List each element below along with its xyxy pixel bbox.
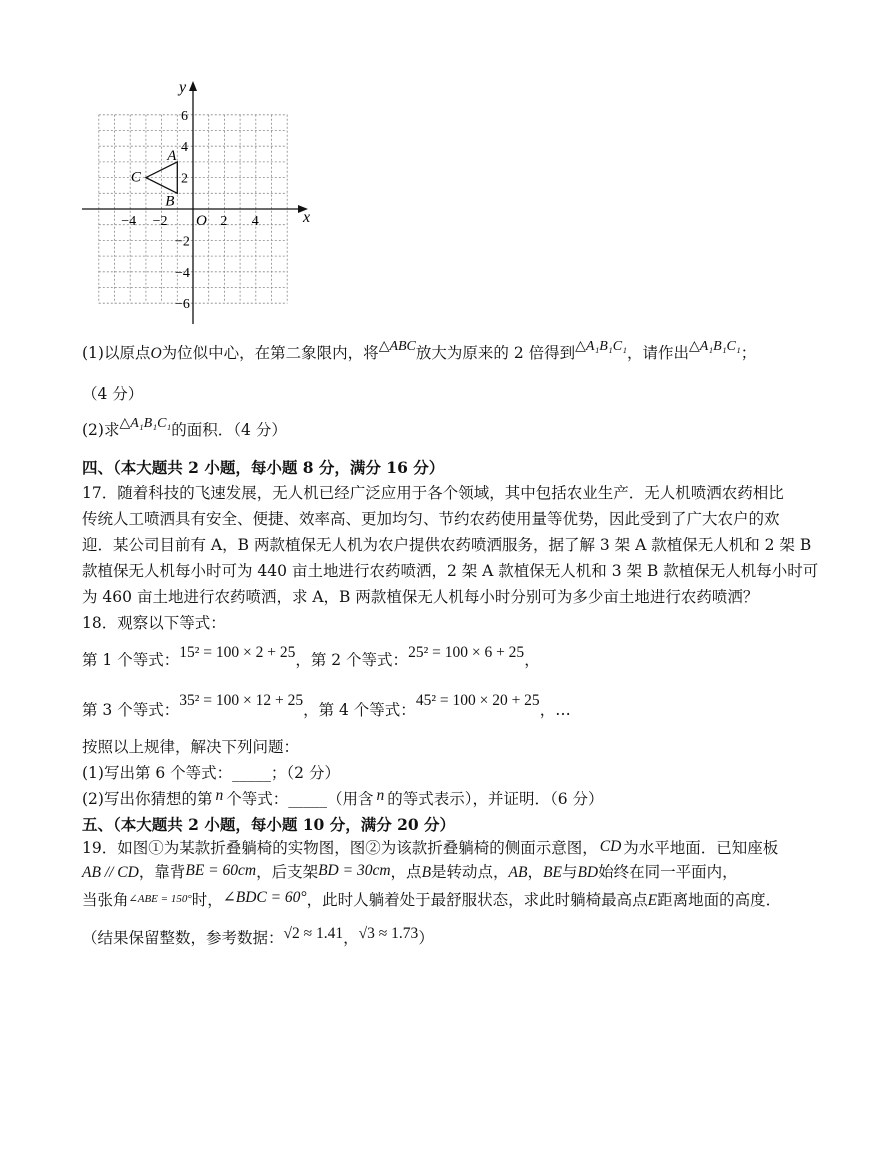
x-tick-label: 2 bbox=[220, 214, 228, 229]
origin-label: O bbox=[196, 213, 207, 229]
text: ， bbox=[524, 651, 540, 669]
text: ，后支架 bbox=[256, 863, 319, 881]
math-triangle-a1b1c1: △A₁B₁C₁ bbox=[119, 416, 172, 431]
text: 的面积．（4 分） bbox=[171, 421, 287, 439]
text: ， bbox=[527, 863, 543, 881]
math-cd: CD bbox=[599, 838, 622, 855]
math-angle-bdc: ∠BDC = 60° bbox=[222, 889, 307, 906]
q18-intro: 18．观察以下等式： bbox=[82, 614, 226, 632]
math-bd: BD = 30cm bbox=[318, 862, 391, 879]
q19-line1 bbox=[82, 838, 778, 859]
math-b: B bbox=[421, 864, 432, 881]
text: 第 1 个等式： bbox=[82, 651, 180, 669]
text: 19．如图①为某款折叠躺椅的实物图，图②为该款折叠躺椅的侧面示意图， bbox=[82, 839, 598, 857]
text: ） bbox=[418, 929, 434, 947]
vertex-label-c: C bbox=[130, 169, 141, 186]
text: 时， bbox=[191, 891, 223, 909]
text: ，靠背 bbox=[138, 863, 186, 881]
math-n: n bbox=[376, 787, 385, 804]
math-be: BE bbox=[543, 864, 562, 881]
text: 是转动点， bbox=[431, 863, 509, 881]
text: 始终在同一平面内， bbox=[598, 863, 738, 881]
q19-line2 bbox=[82, 862, 738, 883]
q16-part1 bbox=[82, 339, 757, 365]
text: (2)写出你猜想的第 bbox=[82, 790, 213, 808]
y-tick-label: 6 bbox=[181, 108, 188, 124]
q19-line4 bbox=[82, 925, 434, 949]
text: 为水平地面．已知座板 bbox=[623, 839, 779, 857]
y-tick-label: −6 bbox=[175, 297, 190, 313]
math-e: E bbox=[647, 892, 658, 909]
math-be: BE = 60cm bbox=[185, 862, 257, 879]
text: 距离地面的高度． bbox=[657, 891, 782, 909]
q18-equations-row1 bbox=[82, 644, 540, 671]
text: 为位似中心，在第二象限内，将 bbox=[161, 344, 379, 362]
q17-line5: 为 460 亩土地进行农药喷洒，求 A，B 两款植保无人机每小时分别可为多少亩土地进行农药喷洒？ bbox=[82, 588, 759, 606]
text: ，第 4 个等式： bbox=[303, 701, 416, 719]
text: ，请作出 bbox=[626, 344, 689, 362]
section5-title: 五、（本大题共 2 小题，每小题 10 分，满分 20 分） bbox=[82, 815, 456, 834]
math-sqrt3: √3 ≈ 1.73 bbox=[358, 925, 419, 942]
math-n: n bbox=[215, 787, 224, 804]
x-axis-label: x bbox=[303, 209, 311, 226]
text: 第 3 个等式： bbox=[82, 701, 180, 719]
math-o: O bbox=[150, 345, 162, 362]
text: ，… bbox=[539, 701, 571, 719]
y-axis-arrow bbox=[189, 81, 197, 91]
text: 与 bbox=[561, 863, 578, 881]
y-tick-label: 4 bbox=[181, 140, 188, 156]
text: ，此时人躺着处于最舒服状态，求此时躺椅最高点 bbox=[306, 891, 648, 909]
q16-part2 bbox=[82, 416, 287, 442]
math-triangle-a1b1c1: △A₁B₁C₁ bbox=[688, 339, 741, 354]
y-tick-label: 2 bbox=[181, 171, 188, 187]
text: （结果保留整数，参考数据： bbox=[82, 929, 284, 947]
math-triangle-abc: △ABC bbox=[378, 339, 416, 354]
q18-part2 bbox=[82, 789, 604, 810]
q19-line3 bbox=[82, 890, 781, 912]
y-tick-label: −2 bbox=[175, 234, 190, 250]
text: ，点 bbox=[390, 863, 422, 881]
coordinate-grid-figure bbox=[70, 78, 320, 338]
x-tick-label: 4 bbox=[251, 214, 259, 229]
q18-equations-row2 bbox=[82, 692, 571, 721]
text: (2)求 bbox=[82, 421, 120, 439]
text: (1)以原点 bbox=[82, 344, 151, 362]
q17-line3: 迎．某公司目前有 A，B 两款植保无人机为农户提供农药喷洒服务，据了解 3 架 A 款植保无人机和 2 架 B bbox=[82, 536, 812, 554]
x-tick-label: −2 bbox=[152, 214, 168, 229]
math-bd: BD bbox=[577, 864, 599, 881]
text: ； bbox=[740, 344, 757, 362]
x-tick-label: −4 bbox=[121, 214, 137, 229]
x-tick-labels bbox=[121, 214, 259, 229]
section4-title: 四、（本大题共 2 小题，每小题 8 分，满分 16 分） bbox=[82, 458, 445, 477]
text: ，第 2 个等式： bbox=[295, 651, 409, 669]
text: 当张角 bbox=[82, 891, 129, 909]
equation-1: 15² = 100 × 2 + 25 bbox=[179, 644, 296, 661]
vertex-label-a: A bbox=[167, 147, 177, 164]
q17-line4: 款植保无人机每小时可为 440 亩土地进行农药喷洒，2 架 A 款植保无人机和 3 架 B 款植保无人机每小时可 bbox=[82, 562, 819, 580]
y-axis-label: y bbox=[179, 79, 187, 96]
q18-part1: (1)写出第 6 个等式：_____；（2 分） bbox=[82, 764, 340, 782]
equation-4: 45² = 100 × 20 + 25 bbox=[415, 692, 540, 709]
math-angle-abe: ∠ABE = 150° bbox=[128, 893, 192, 905]
equation-2: 25² = 100 × 6 + 25 bbox=[408, 644, 525, 661]
math-ab-parallel-cd: AB // CD bbox=[82, 864, 139, 881]
q18-rule: 按照以上规律，解决下列问题： bbox=[82, 738, 300, 756]
q17-line2: 传统人工喷洒具有安全、便捷、效率高、更加均匀、节约农药使用量等优势，因此受到了广大农户的欢 bbox=[82, 510, 780, 528]
q17-line1: 17．随着科技的飞速发展，无人机已经广泛应用于各个领域，其中包括农业生产．无人机喷洒农药相比 bbox=[82, 484, 784, 502]
equation-3: 35² = 100 × 12 + 25 bbox=[179, 692, 304, 709]
vertex-label-b: B bbox=[165, 193, 175, 210]
y-tick-label: −4 bbox=[175, 265, 190, 281]
math-sqrt2: √2 ≈ 1.41 bbox=[283, 925, 344, 942]
q16-part1-score: （4 分） bbox=[82, 385, 144, 403]
text: ， bbox=[343, 929, 359, 947]
math-triangle-a1b1c1: △A₁B₁C₁ bbox=[575, 339, 627, 354]
text: 个等式：_____（用含 bbox=[226, 790, 374, 808]
text: 放大为原来的 2 倍得到 bbox=[415, 344, 576, 362]
math-ab: AB bbox=[508, 864, 528, 881]
text: 的等式表示），并证明．（6 分） bbox=[387, 790, 604, 808]
